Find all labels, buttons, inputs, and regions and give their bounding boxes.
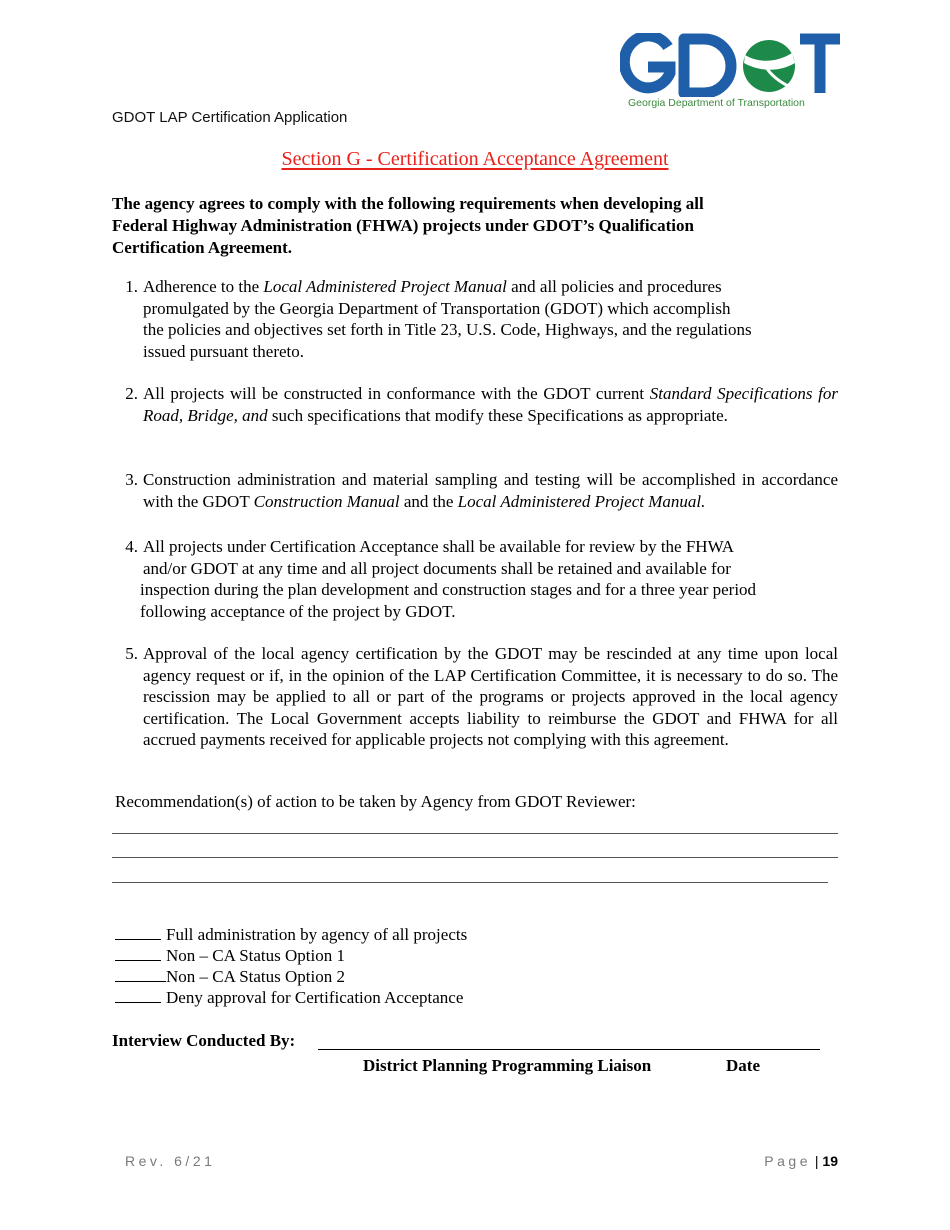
item-text-line: issued pursuant thereto. xyxy=(143,341,304,361)
recommendation-label: Recommendation(s) of action to be taken by Agency from GDOT Reviewer: xyxy=(115,792,636,811)
option-non-ca-2: Non – CA Status Option 2 xyxy=(115,967,345,987)
page-label: Page xyxy=(764,1153,811,1169)
item-text-line: and/or GDOT at any time and all project documents shall be retained and available for xyxy=(143,558,731,578)
requirement-item-1 xyxy=(112,276,838,362)
item-number: 1. xyxy=(125,277,138,296)
item-text-line: following acceptance of the project by GDOT. xyxy=(140,601,456,621)
requirement-item-3 xyxy=(112,469,838,512)
document-header: GDOT LAP Certification Application xyxy=(112,109,348,126)
gdot-logo xyxy=(620,33,842,111)
option-deny-approval: Deny approval for Certification Acceptance xyxy=(115,988,463,1008)
item-text-line: promulgated by the Georgia Department of Transportation (GDOT) which accomplish xyxy=(143,298,731,318)
item-text: Construction administration and material sampling and testing will be accomplished in accordance with the GDOT Construction Manual and the Local Administered Project Manual. xyxy=(143,470,838,511)
intro-line: Federal Highway Administration (FHWA) projects under GDOT’s Qualification xyxy=(112,216,694,235)
interview-signature-line[interactable] xyxy=(318,1049,820,1050)
recommendation-line-1[interactable] xyxy=(112,833,838,834)
option-blank[interactable] xyxy=(115,946,161,961)
intro-line: Certification Agreement. xyxy=(112,238,293,257)
gdot-logo-icon xyxy=(620,33,842,97)
option-blank[interactable] xyxy=(115,988,161,1003)
requirement-item-2 xyxy=(112,383,838,426)
requirement-item-5 xyxy=(112,643,838,751)
item-text-line: the policies and objectives set forth in Title 23, U.S. Code, Highways, and the regulations xyxy=(143,320,752,339)
item-text-line: inspection during the plan development and construction stages and for a three year period xyxy=(140,580,757,599)
item-text-line: All projects under Certification Acceptance shall be available for review by the FHWA xyxy=(143,537,735,556)
option-non-ca-1: Non – CA Status Option 1 xyxy=(115,946,345,966)
page-number: 19 xyxy=(822,1153,838,1169)
item-number: 3. xyxy=(125,470,138,489)
revision-footer: Rev. 6/21 xyxy=(125,1153,216,1169)
option-full-administration: Full administration by agency of all projects xyxy=(115,925,467,945)
intro-paragraph xyxy=(112,193,838,259)
option-blank[interactable] xyxy=(115,925,161,940)
item-number: 5. xyxy=(125,644,138,663)
liaison-label: District Planning Programming Liaison xyxy=(363,1056,652,1075)
item-text: All projects will be constructed in conformance with the GDOT current Standard Specifications for Road, Bridge, and such specifications that modify these Specifications as appropriate. xyxy=(143,384,839,425)
item-text-line: Adherence to the Local Administered Project Manual and all policies and procedures xyxy=(143,277,722,296)
item-text: Approval of the local agency certification by the GDOT may be rescinded at any time upon local agency request or if, in the opinion of the LAP Certification Committee, it is necessary to do so. The rescission may be applied to all or part of the programs or projects approved in the local agency certification. The Local Government accepts liability to reimburse the GDOT and FHWA for all accrued payments received for applicable projects not complying with this agreement. xyxy=(143,644,838,749)
interview-label: Interview Conducted By: xyxy=(112,1031,296,1050)
option-blank[interactable] xyxy=(115,967,166,982)
logo-caption: Georgia Department of Transportation xyxy=(628,97,805,109)
page-footer: Page | 19 xyxy=(764,1153,838,1169)
item-number: 4. xyxy=(125,537,138,556)
requirement-item-4 xyxy=(112,536,838,622)
recommendation-line-3[interactable] xyxy=(112,882,828,883)
section-title: Section G - Certification Acceptance Agreement xyxy=(281,148,669,170)
date-label: Date xyxy=(726,1056,760,1075)
item-number: 2. xyxy=(125,384,138,403)
recommendation-line-2[interactable] xyxy=(112,857,838,858)
intro-line: The agency agrees to comply with the following requirements when developing all xyxy=(112,194,704,213)
